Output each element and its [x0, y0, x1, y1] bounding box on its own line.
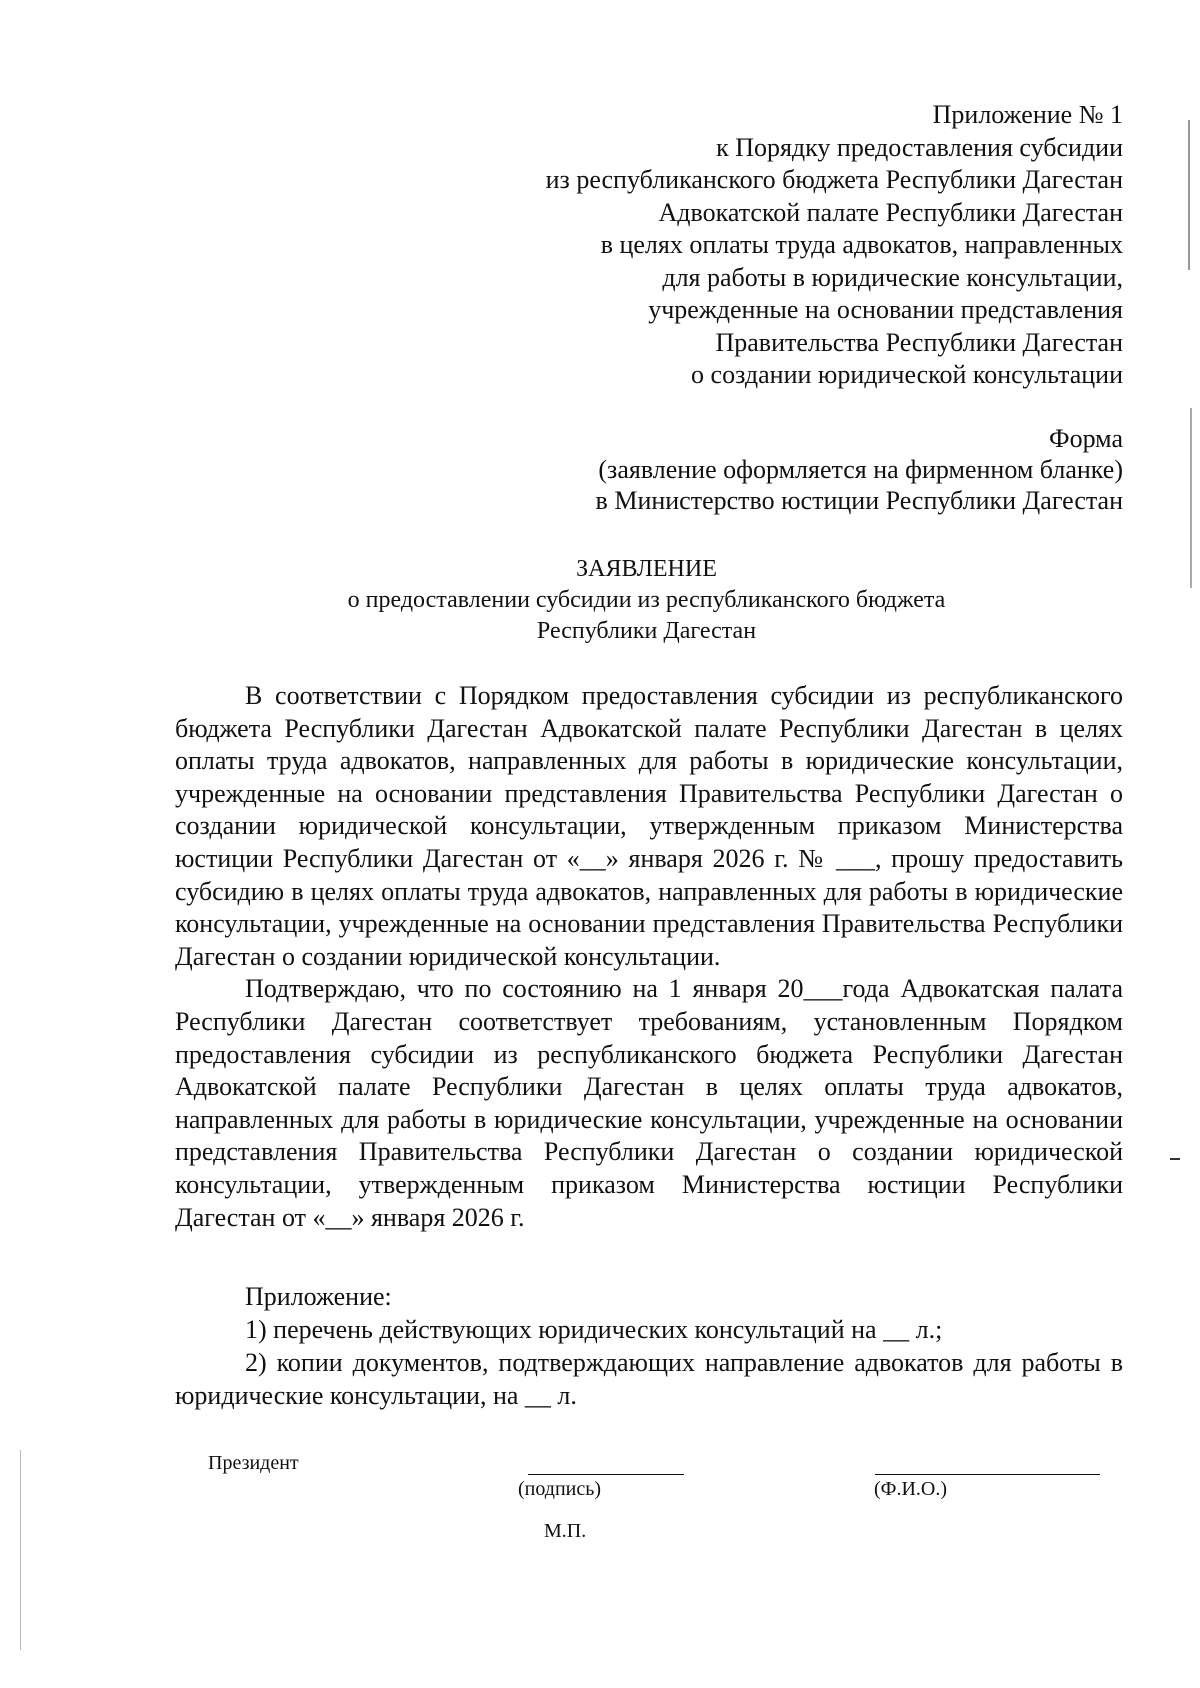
application-body	[175, 680, 1123, 1234]
appendix-line: из республиканского бюджета Республики Дагестан	[545, 165, 1123, 194]
appendix-line: о создании юридической консультации	[691, 360, 1123, 389]
appendix-line: для работы в юридические консультации,	[662, 262, 1123, 292]
scan-artifact	[1188, 120, 1190, 270]
attachments-list	[175, 1280, 1123, 1412]
attachment-item: 1) перечень действующих юридических консультаций на __ л.;	[245, 1315, 943, 1344]
body-paragraph-request: В соответствии с Порядком предоставления субсидии из республиканского бюджета Республики Дагестан Адвокатской палате Республики Дагестан в целях оплаты труда адвокатов, направленных для работы в юридические консультации, учрежденные на основании представления Правительства Республики Дагестан о создании юридической консультации, утвержденным приказом Министерства юстиции Республики Дагестан от «__» января 2026 г. № ___, прошу предоставить субсидию в целях оплаты труда адвокатов, направленных для работы в юридические консультации, учрежденные на основании представления Правительства Республики Дагестан о создании юридической консультации.	[175, 681, 1123, 971]
title-subtitle: Республики Дагестан	[536, 618, 757, 644]
scan-artifact	[1190, 408, 1192, 588]
appendix-header	[323, 99, 1123, 392]
form-note: (заявление оформляется на фирменном бланке)	[598, 455, 1123, 484]
attachments-heading: Приложение:	[245, 1282, 392, 1311]
appendix-line: Адвокатской палате Республики Дагестан	[658, 197, 1123, 227]
name-line	[875, 1474, 1100, 1475]
title-heading: ЗАЯВЛЕНИЕ	[576, 556, 717, 582]
appendix-line: Приложение № 1	[932, 100, 1123, 129]
document-title	[170, 554, 1123, 647]
appendix-line: учрежденные на основании представления	[648, 295, 1123, 324]
signature-line	[528, 1474, 684, 1475]
scan-artifact	[20, 1450, 21, 1650]
title-subtitle: о предоставлении субсидии из республиканского бюджета	[347, 587, 946, 613]
signature-block	[0, 1452, 1200, 1532]
appendix-line: Правительства Республики Дагестан	[715, 327, 1123, 357]
attachment-item: 2) копии документов, подтверждающих направление адвокатов для работы в юридические консультации, на __ л.	[175, 1348, 1123, 1410]
form-addressee-block	[323, 423, 1123, 516]
signature-caption: (подпись)	[518, 1478, 602, 1500]
name-caption: (Ф.И.О.)	[874, 1478, 948, 1500]
addressee: в Министерство юстиции Республики Дагестан	[595, 486, 1123, 515]
form-label: Форма	[1049, 424, 1123, 453]
stamp-place: М.П.	[544, 1520, 587, 1542]
signer-role: Президент	[208, 1452, 299, 1474]
body-paragraph-confirmation: Подтверждаю, что по состоянию на 1 января 20___года Адвокатская палата Республики Дагестан соответствует требованиям, установленным Порядком предоставления субсидии из республиканского бюджета Республики Дагестан Адвокатской палате Республики Дагестан в целях оплаты труда адвокатов, направленных для работы в юридические консультации, учрежденные на основании представления Правительства Республики Дагестан о создании юридической консультации, утвержденным приказом Министерства юстиции Республики Дагестан от «__» января 2026 г.	[175, 974, 1123, 1232]
appendix-line: к Порядку предоставления субсидии	[716, 132, 1123, 162]
scan-artifact	[1170, 1158, 1180, 1160]
appendix-line: в целях оплаты труда адвокатов, направленных	[600, 230, 1123, 259]
